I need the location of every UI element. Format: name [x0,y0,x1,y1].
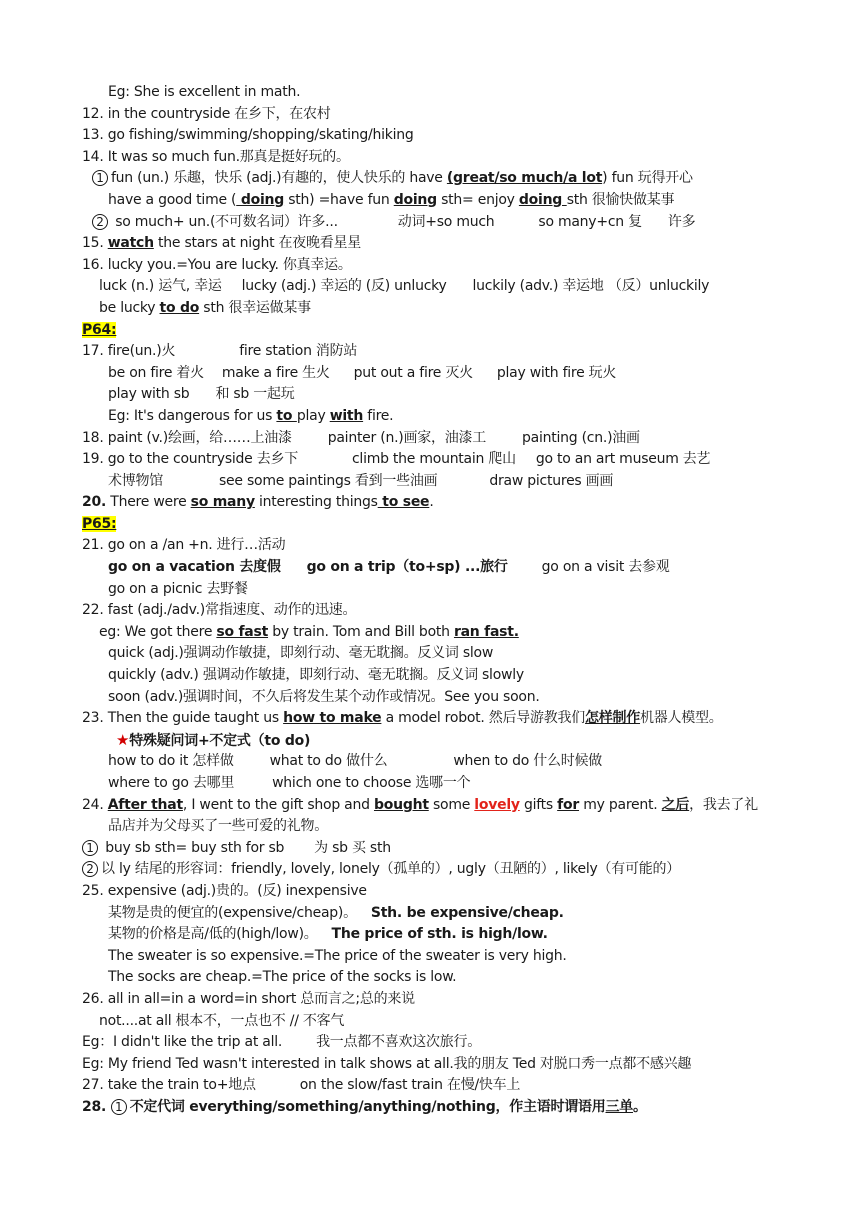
fun-note-1: 1 fun (un.) 乐趣，快乐 (adj.)有趣的，使人快乐的 have (great/so much/a lot) fun 玩得开心 [0,168,860,190]
item-19-cont: 术博物馆 see some paintings 看到一些油画 draw pictures 画画 [108,472,614,489]
fire-phrases-line: be on fire 着火 make a fire 生火 put out a fire 灭火 play with fire 玩火 [108,364,617,381]
star-icon: ★ [116,730,130,749]
quickly-line: quickly (adv.) 强调动作敏捷，即刻行动、毫无耽搁。反义词 slowly [108,667,524,684]
at-all-example-2: Eg: My friend Ted wasn't interested in talk shows at all.我的朋友 Ted 对脱口秀一点都不感兴趣 [82,1055,692,1072]
fun-note-2: 2 so much+ un.(不可数名词）许多... 动词+so much so many+cn 复 许多 [0,212,860,234]
item-14: 14. It was so much fun.那真是挺好玩的。 [82,148,350,165]
circled-number-2: 2 [92,214,108,230]
have-a-good-time-line: have a good time ( doing sth) =have fun doing sth= enjoy doing sth 很愉快做某事 [108,191,675,208]
rule-heading: ★特殊疑问词+不定式（to do) [116,730,311,749]
item-23: 23. Then the guide taught us how to make a model robot. 然后导游教我们怎样制作机器人模型。 [82,710,723,727]
fast-example-line: eg: We got there so fast by train. Tom and Bill both ran fast. [99,623,519,640]
item-21: 21. go on a /an +n. 进行…活动 [82,537,286,554]
at-all-example-1: Eg：I didn't like the trip at all. 我一点都不喜欢这次旅行。 [82,1034,482,1051]
item-15: 15. watch the stars at night 在夜晚看星星 [82,235,362,252]
wh-to-do-line-1: how to do it 怎样做 what to do 做什么 when to do 什么时候做 [108,753,602,770]
expensive-rule-line: 某物是贵的便宜的(expensive/cheap)。 Sth. be expensive/cheap. [108,904,564,921]
example-line: Eg: She is excellent in math. [108,84,301,100]
soon-line: soon (adv.)强调时间，不久后将发生某个动作或情况。See you soon. [108,688,540,705]
item-24-cont: 品店并为父母买了一些可爱的礼物。 [108,818,328,835]
item-12: 12. in the countryside 在乡下，在农村 [82,105,331,122]
socks-example: The socks are cheap.=The price of the socks is low. [108,969,457,986]
quick-line: quick (adj.)强调动作敏捷，即刻行动、毫无耽搁。反义词 slow [108,645,494,662]
item-28: 28. 1 不定代词 everything/something/anything/nothing，作主语时谓语用三单。 [82,1098,647,1115]
item-26: 26. all in all=in a word=in short 总而言之;总的来说 [82,990,415,1007]
wh-to-do-line-2: where to go 去哪里 which one to choose 选哪一个 [108,775,471,791]
not-at-all-line: not....at all 根本不，一点也不 // 不客气 [99,1012,345,1029]
play-with-line: play with sb 和 sb 一起玩 [108,386,295,403]
ly-adjectives-note: 2 以 ly 结尾的形容词：friendly, lovely, lonely（孤单的）, ugly（丑陋的）, likely（有可能的） [0,859,860,881]
item-16: 16. lucky you.=You are lucky. 你真幸运。 [82,256,352,273]
go-on-phrases-line: go on a vacation 去度假 go on a trip（to+sp) ...旅行 go on a visit 去参观 [108,559,670,576]
item-25: 25. expensive (adj.)贵的。(反) inexpensive [82,882,367,899]
circled-number-1: 1 [82,840,98,856]
item-24: 24. After that, I went to the gift shop and bought some lovely gifts for my parent. 之后，我去了礼 [82,796,758,813]
circled-number-1: 1 [92,170,108,186]
item-13: 13. go fishing/swimming/shopping/skating/hiking [82,127,414,144]
item-18: 18. paint (v.)绘画，给……上油漆 painter (n.)画家，油漆工 painting (cn.)油画 [82,429,640,446]
page-marker-p64: P64: [82,321,117,338]
fire-example-line: Eg: It's dangerous for us to play with fire. [108,407,394,424]
item-17: 17. fire(un.)火 fire station 消防站 [82,343,358,360]
item-27: 27. take the train to+地点 on the slow/fast train 在慢/快车上 [82,1077,521,1094]
item-20: 20. There were so many interesting things to see. [82,494,434,511]
go-on-picnic-line: go on a picnic 去野餐 [108,580,248,597]
item-19: 19. go to the countryside 去乡下 climb the mountain 爬山 go to an art museum 去艺 [82,451,711,468]
buy-note: 1 buy sb sth= buy sth for sb 为 sb 买 sth [0,838,860,860]
luck-forms-line: luck (n.) 运气, 幸运 lucky (adj.) 幸运的 (反) unlucky luckily (adv.) 幸运地 （反）unluckily [99,278,710,295]
page-marker-p65: P65: [82,515,117,532]
circled-number-2: 2 [82,861,98,877]
be-lucky-line: be lucky to do sth 很幸运做某事 [99,299,311,316]
price-rule-line: 某物的价格是高/低的(high/low)。 The price of sth. is high/low. [108,926,548,943]
notes-page [0,82,860,1119]
circled-number-1: 1 [111,1099,127,1115]
item-22: 22. fast (adj./adv.)常指速度、动作的迅速。 [82,602,357,619]
sweater-example: The sweater is so expensive.=The price of the sweater is very high. [108,947,567,964]
